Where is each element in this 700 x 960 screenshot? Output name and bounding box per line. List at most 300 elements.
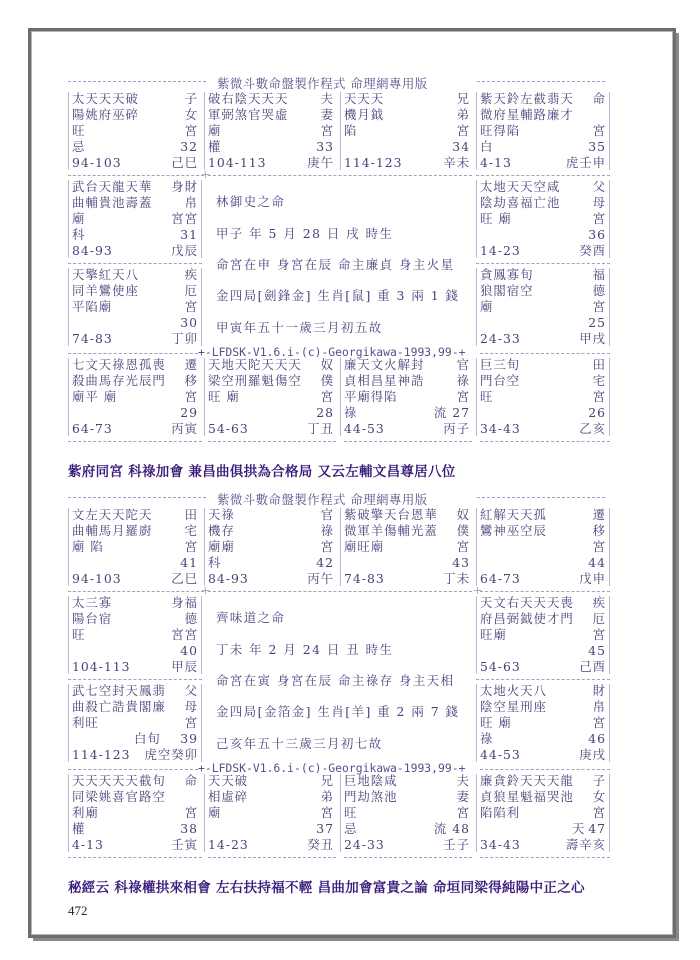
brightness: 廟 <box>208 123 222 138</box>
chart-title: 紫微斗數命盤製作程式 命理網專用版 <box>217 76 428 91</box>
horoscope-chart-2 <box>68 490 638 862</box>
divider <box>68 857 202 858</box>
chart-1-commentary: 紫府同宮 科祿加會 兼昌曲俱拱為合格局 又云左輔文昌尊居八位 <box>68 464 456 480</box>
palace-suffix: 宮 <box>320 805 334 820</box>
brightness: 平廟得陷 <box>344 389 398 404</box>
palace-name-2: 妻 <box>320 107 334 122</box>
palace-name-2: 移 <box>184 373 198 388</box>
stem-branch: 壬子 <box>443 837 470 852</box>
stars-line-1: 太天天天破 <box>72 91 139 106</box>
decade-range: 14-23 <box>208 837 249 852</box>
stem-branch: 甲戌 <box>579 331 606 346</box>
age: 37 <box>316 821 334 836</box>
stars-line-2: 府昌弼鉞使才門 <box>480 611 574 626</box>
stars-line-2: 同梁姚喜官路空 <box>72 789 166 804</box>
divider-joint: + <box>201 168 211 181</box>
death-info: 甲寅年五十一歲三月初五故 <box>216 320 383 335</box>
stem-branch: 己酉 <box>579 659 606 674</box>
stars-line-1: 破右陰天天天 <box>208 91 289 106</box>
brightness: 旺 <box>480 389 494 404</box>
decade-range: 74-83 <box>344 571 385 586</box>
palace-suffix: 宮 <box>184 299 198 314</box>
stem-branch: 癸酉 <box>579 243 606 258</box>
stars-line-2: 機月鉞 <box>344 107 385 122</box>
stars-line-2: 相虛碎 <box>208 789 249 804</box>
palace-name-2: 宅 <box>592 373 606 388</box>
palace-name-1: 兄 <box>320 773 334 788</box>
palace-shen <box>476 506 610 588</box>
palace-mao <box>68 682 202 764</box>
decade-range: 24-33 <box>480 331 521 346</box>
stars-line-2: 微軍羊傷輔光蓋 <box>344 523 438 538</box>
palace-suffix: 宮 <box>592 715 606 730</box>
stars-line-2: 軍弼煞官哭虛 <box>208 107 289 122</box>
palace-name-2: 母 <box>184 699 198 714</box>
stars-line-1: 紫破擎天台恩華 <box>344 507 438 522</box>
age: 46 <box>588 731 606 746</box>
decade-range: 54-63 <box>480 659 521 674</box>
palace-suffix: 宮 <box>184 389 198 404</box>
palace-name-2: 德 <box>592 283 606 298</box>
stars-line-1: 紅解天天孤 <box>480 507 547 522</box>
palace-suffix: 宮 <box>184 715 198 730</box>
stem-branch: 戊申 <box>579 571 606 586</box>
brightness: 廟 陷 <box>72 539 104 554</box>
brightness: 旺 <box>72 627 86 642</box>
divider <box>68 441 202 442</box>
transform: 權 <box>72 821 86 836</box>
palace-name-1: 田 <box>592 357 606 372</box>
divider <box>477 81 605 82</box>
brightness: 旺 <box>344 805 358 820</box>
palace-name-2: 女 <box>184 107 198 122</box>
palace-name-1: 遷 <box>592 507 606 522</box>
palace-name-2: 女 <box>592 789 606 804</box>
age: 32 <box>180 139 198 154</box>
divider <box>68 81 206 82</box>
stars-line-2: 陽姚府巫碎 <box>72 107 139 122</box>
stars-line-2: 門劫煞池 <box>344 789 398 804</box>
palace-name-1: 身福 <box>171 595 198 610</box>
age: 35 <box>588 139 606 154</box>
program-signature: +-LFDSK-V1.6.i-(c)-Georgikawa-1993,99-+ <box>198 345 466 359</box>
palace-you <box>476 594 610 676</box>
palace-name-1: 夫 <box>456 773 470 788</box>
palace-zi <box>340 356 474 438</box>
stars-line-1: 武台天龍天華 <box>72 179 153 194</box>
palace-yin <box>68 772 202 854</box>
brightness: 平陷廟 <box>72 299 113 314</box>
palace-name-2: 祿 <box>456 373 470 388</box>
stem-branch: 癸丑 <box>307 837 334 852</box>
palace-name-1: 子 <box>592 773 606 788</box>
age: 45 <box>588 643 606 658</box>
decade-range: 114-123 <box>72 747 131 762</box>
palace-name-1: 遷 <box>184 357 198 372</box>
stem-branch: 壬寅 <box>171 837 198 852</box>
decade-range: 74-83 <box>72 331 113 346</box>
palace-name-1: 身財 <box>171 179 198 194</box>
program-signature: +-LFDSK-V1.6.i-(c)-Georgikawa-1993,99-+ <box>198 761 466 775</box>
divider <box>480 441 610 442</box>
stars-line-1: 文左天天陀天 <box>72 507 153 522</box>
transform: 科 <box>208 555 222 570</box>
palace-suffix: 宮 <box>184 539 198 554</box>
brightness: 旺廟 <box>480 627 507 642</box>
stem-branch: 丁未 <box>443 571 470 586</box>
divider <box>208 591 472 592</box>
transform: 忌 <box>72 139 86 154</box>
age: 25 <box>588 315 606 330</box>
decade-range: 84-93 <box>72 243 113 258</box>
stars-line-1: 天天破 <box>208 773 249 788</box>
divider <box>344 857 472 858</box>
divider <box>208 441 336 442</box>
palace-wei <box>340 90 474 172</box>
stars-line-1: 紫天鈴左截翡天 <box>480 91 574 106</box>
stem-branch: 庚午 <box>307 155 334 170</box>
palace-suffix: 宮 <box>456 805 470 820</box>
stars-line-2: 微府星輔路廉才 <box>480 107 574 122</box>
divider <box>476 175 610 176</box>
age: 42 <box>316 555 334 570</box>
stars-line-2: 機存 <box>208 523 235 538</box>
palace-name-2: 僕 <box>320 373 334 388</box>
stars-line-2: 陰劫喜福亡池 <box>480 195 561 210</box>
decade-range: 54-63 <box>208 421 249 436</box>
divider <box>344 441 472 442</box>
brightness: 陷陷利 <box>480 805 521 820</box>
stars-line-1: 巨三旬 <box>480 357 521 372</box>
divider <box>477 497 605 498</box>
age: 47 <box>588 821 606 836</box>
decade-range: 84-93 <box>208 571 249 586</box>
palace-name-2: 帛 <box>184 195 198 210</box>
brightness: 利廟 <box>72 805 99 820</box>
palace-name-1: 子 <box>184 91 198 106</box>
palace-si <box>68 90 202 172</box>
subject-name: 林御史之命 <box>216 194 286 209</box>
decade-range: 104-113 <box>72 659 131 674</box>
stem-branch: 虎空癸卯 <box>144 747 198 762</box>
palace-name-2: 德 <box>184 611 198 626</box>
palace-mao <box>68 266 202 348</box>
decade-range: 94-103 <box>72 571 122 586</box>
divider-joint: + <box>473 584 483 597</box>
palace-name-1: 官 <box>320 507 334 522</box>
divider <box>480 857 610 858</box>
birth-date: 甲子 年 5 月 28 日 戌 時生 <box>216 226 394 241</box>
divider <box>476 679 610 680</box>
palace-wu <box>204 506 338 588</box>
stars-line-2: 梁空刑羅魁傷空 <box>208 373 302 388</box>
palace-wu <box>204 90 338 172</box>
age: 44 <box>588 555 606 570</box>
stars-line-1: 天天天天天截旬 <box>72 773 166 788</box>
brightness: 旺 廟 <box>480 715 512 730</box>
palace-chen <box>68 594 202 676</box>
brightness: 旺 廟 <box>480 211 512 226</box>
brightness: 旺得陷 <box>480 123 521 138</box>
divider <box>68 591 204 592</box>
stars-line-2: 陰空星刑座 <box>480 699 547 714</box>
stars-line-1: 天祿 <box>208 507 235 522</box>
palace-name-2: 母 <box>592 195 606 210</box>
palace-name-2: 妻 <box>456 789 470 804</box>
decade-range: 14-23 <box>480 243 521 258</box>
palace-name-1: 福 <box>592 267 606 282</box>
palace-name-2: 宅 <box>184 523 198 538</box>
age: 43 <box>452 555 470 570</box>
palace-xu <box>476 266 610 348</box>
palace-name-2: 厄 <box>184 283 198 298</box>
stem-branch: 丙午 <box>307 571 334 586</box>
stars-line-1: 天地天陀天天天 <box>208 357 302 372</box>
palace-name-1: 夫 <box>320 91 334 106</box>
age: 33 <box>316 139 334 154</box>
decade-range: 4-13 <box>480 155 512 170</box>
decade-range: 64-73 <box>72 421 113 436</box>
decade-range: 44-53 <box>480 747 521 762</box>
transform: 白 <box>480 139 494 154</box>
brightness: 廟 <box>480 299 494 314</box>
chart-2-commentary: 秘經云 科祿權拱來相會 左右扶持福不輕 昌曲加會富貴之論 命垣同梁得純陽中正之心 <box>68 880 585 896</box>
stars-line-2: 陽台宿 <box>72 611 113 626</box>
palace-chen <box>68 178 202 260</box>
element-info: 金四局[劍鋒金] 生肖[鼠] 重 3 兩 1 錢 <box>216 288 460 303</box>
chart-title-row <box>68 490 638 506</box>
stem-branch: 壽辛亥 <box>565 837 606 852</box>
palace-hai <box>476 772 610 854</box>
palace-wei <box>340 506 474 588</box>
chart-title-row <box>68 74 638 90</box>
palace-positions: 命宮在申 身宮在辰 命主廉貞 身主火星 <box>216 257 455 272</box>
palace-hai <box>476 356 610 438</box>
palace-name-1: 奴 <box>456 507 470 522</box>
palace-suffix: 宮 <box>456 123 470 138</box>
death-info: 己亥年五十三歲三月初七故 <box>216 736 383 751</box>
stars-line-2: 門台空 <box>480 373 521 388</box>
stars-line-2: 鸞神巫空辰 <box>480 523 547 538</box>
decade-range: 34-43 <box>480 837 521 852</box>
stem-branch: 丁丑 <box>307 421 334 436</box>
brightness: 利旺 <box>72 715 99 730</box>
decade-range: 24-33 <box>344 837 385 852</box>
age: 38 <box>180 821 198 836</box>
palace-suffix: 宮 <box>456 389 470 404</box>
stem-branch: 甲辰 <box>171 659 198 674</box>
palace-shen <box>476 90 610 172</box>
palace-name-1: 父 <box>592 179 606 194</box>
palace-suffix: 宮 <box>320 389 334 404</box>
palace-name-2: 帛 <box>592 699 606 714</box>
divider <box>208 857 336 858</box>
stem-branch: 丙子 <box>443 421 470 436</box>
age: 30 <box>180 315 198 330</box>
palace-suffix: 宮 <box>592 299 606 314</box>
stars-line-2: 曲殺亡誥貴閣廉 <box>72 699 166 714</box>
brightness: 旺 <box>72 123 86 138</box>
stem-branch: 庚戌 <box>579 747 606 762</box>
palace-suffix: 宮 <box>592 539 606 554</box>
stars-line-1: 太三寡 <box>72 595 113 610</box>
stem-branch: 乙亥 <box>579 421 606 436</box>
brightness: 廟平 廟 <box>72 389 118 404</box>
divider-joint: + <box>201 584 211 597</box>
decade-range: 114-123 <box>344 155 403 170</box>
stem-branch: 戊辰 <box>171 243 198 258</box>
brightness: 廟廟 <box>208 539 235 554</box>
divider <box>480 591 610 592</box>
decade-range: 94-103 <box>72 155 122 170</box>
palace-name-1: 兄 <box>456 91 470 106</box>
palace-name-2: 弟 <box>456 107 470 122</box>
palace-name-2: 弟 <box>320 789 334 804</box>
palace-suffix: 宮 <box>320 123 334 138</box>
palace-chou <box>204 356 338 438</box>
transform: 祿 <box>480 731 494 746</box>
palace-suffix: 宮 <box>456 539 470 554</box>
stars-line-1: 廉天文火解封 <box>344 357 425 372</box>
age: 26 <box>588 405 606 420</box>
palace-suffix: 宮 <box>592 627 606 642</box>
divider <box>68 175 204 176</box>
chart-title: 紫微斗數命盤製作程式 命理網專用版 <box>217 492 428 507</box>
transform: 祿 <box>344 405 358 420</box>
palace-suffix: 宮 <box>320 539 334 554</box>
age: 40 <box>180 643 198 658</box>
stars-line-1: 武七空封天鳳翡 <box>72 683 166 698</box>
palace-suffix: 宮 <box>184 805 198 820</box>
stem-branch: 丙寅 <box>171 421 198 436</box>
age: 36 <box>588 227 606 242</box>
transform: 白旬 <box>134 731 161 746</box>
stem-branch: 乙巳 <box>171 571 198 586</box>
palace-you <box>476 178 610 260</box>
stars-line-1: 七文天祿恩孤喪 <box>72 357 166 372</box>
age: 31 <box>180 227 198 242</box>
stars-line-1: 天擎紅天八 <box>72 267 139 282</box>
decade-range: 4-13 <box>72 837 104 852</box>
brightness: 廟 <box>208 805 222 820</box>
palace-suffix: 宮 <box>592 805 606 820</box>
stars-line-1: 太地天天空咸 <box>480 179 561 194</box>
subject-name: 齊味道之命 <box>216 610 286 625</box>
decade-range: 104-113 <box>208 155 267 170</box>
palace-suffix: 宮 <box>184 123 198 138</box>
age: 34 <box>452 139 470 154</box>
palace-positions: 命宮在寅 身宮在辰 命主祿存 身主天相 <box>216 673 455 688</box>
brightness: 旺 廟 <box>208 389 240 404</box>
divider <box>476 263 610 264</box>
stars-line-1: 天文右天天天喪 <box>480 595 574 610</box>
palace-zi <box>340 772 474 854</box>
divider <box>480 769 610 770</box>
stars-line-2: 貞狼星魁福哭池 <box>480 789 574 804</box>
palace-name-1: 官 <box>456 357 470 372</box>
stars-line-1: 天天天 <box>344 91 385 106</box>
age: 流 48 <box>433 821 470 836</box>
transform: 忌 <box>344 821 358 836</box>
horoscope-chart-1 <box>68 74 638 446</box>
divider <box>68 497 206 498</box>
palace-name-2: 祿 <box>320 523 334 538</box>
stars-line-1: 巨地陰咸 <box>344 773 398 788</box>
stars-line-1: 廉貪鈴天天天龍 <box>480 773 574 788</box>
stars-line-1: 太地火天八 <box>480 683 547 698</box>
palace-suffix: 宮宮 <box>171 211 198 226</box>
palace-name-2: 厄 <box>592 611 606 626</box>
stars-line-1: 貪鳳寡旬 <box>480 267 534 282</box>
chart-center <box>208 178 484 348</box>
palace-si <box>68 506 202 588</box>
transform: 權 <box>208 139 222 154</box>
palace-suffix: 宮 <box>592 123 606 138</box>
decade-range: 34-43 <box>480 421 521 436</box>
page-number: 472 <box>68 903 88 918</box>
stars-line-2: 殺曲馬存光辰門 <box>72 373 166 388</box>
transform: 天 <box>572 821 586 836</box>
decade-range: 64-73 <box>480 571 521 586</box>
palace-name-1: 疾 <box>592 595 606 610</box>
stars-line-2: 貞相昌星神誥 <box>344 373 425 388</box>
age: 41 <box>180 555 198 570</box>
stars-line-2: 曲輔貴池壽蓋 <box>72 195 153 210</box>
palace-xu <box>476 682 610 764</box>
transform: 科 <box>72 227 86 242</box>
palace-name-2: 僕 <box>456 523 470 538</box>
chart-center <box>208 594 484 764</box>
age: 28 <box>316 405 334 420</box>
element-info: 金四局[金箔金] 生肖[羊] 重 2 兩 7 錢 <box>216 704 460 719</box>
palace-yin <box>68 356 202 438</box>
stem-branch: 虎壬申 <box>565 155 606 170</box>
palace-name-1: 命 <box>184 773 198 788</box>
decade-range: 44-53 <box>344 421 385 436</box>
birth-date: 丁未 年 2 月 24 日 丑 時生 <box>216 642 394 657</box>
palace-suffix: 宮 <box>592 389 606 404</box>
palace-name-1: 田 <box>184 507 198 522</box>
divider <box>68 263 202 264</box>
stem-branch: 己巳 <box>171 155 198 170</box>
age: 29 <box>180 405 198 420</box>
palace-chou <box>204 772 338 854</box>
divider <box>208 175 472 176</box>
brightness: 陷 <box>344 123 358 138</box>
palace-name-1: 疾 <box>184 267 198 282</box>
divider <box>68 353 198 354</box>
age: 流 27 <box>433 405 470 420</box>
stem-branch: 辛未 <box>443 155 470 170</box>
brightness: 廟 <box>72 211 86 226</box>
palace-suffix: 宮宮 <box>171 627 198 642</box>
palace-name-1: 財 <box>592 683 606 698</box>
palace-name-1: 奴 <box>320 357 334 372</box>
palace-suffix: 宮 <box>592 211 606 226</box>
brightness: 廟旺廟 <box>344 539 385 554</box>
divider <box>480 353 610 354</box>
stars-line-2: 曲輔馬月羅廚 <box>72 523 153 538</box>
palace-name-1: 父 <box>184 683 198 698</box>
palace-name-2: 移 <box>592 523 606 538</box>
divider <box>68 679 202 680</box>
stem-branch: 丁卯 <box>171 331 198 346</box>
divider <box>68 769 198 770</box>
stars-line-2: 同羊鸞使座 <box>72 283 139 298</box>
palace-name-1: 命 <box>592 91 606 106</box>
age: 39 <box>180 731 198 746</box>
stars-line-2: 狼閣宿空 <box>480 283 534 298</box>
